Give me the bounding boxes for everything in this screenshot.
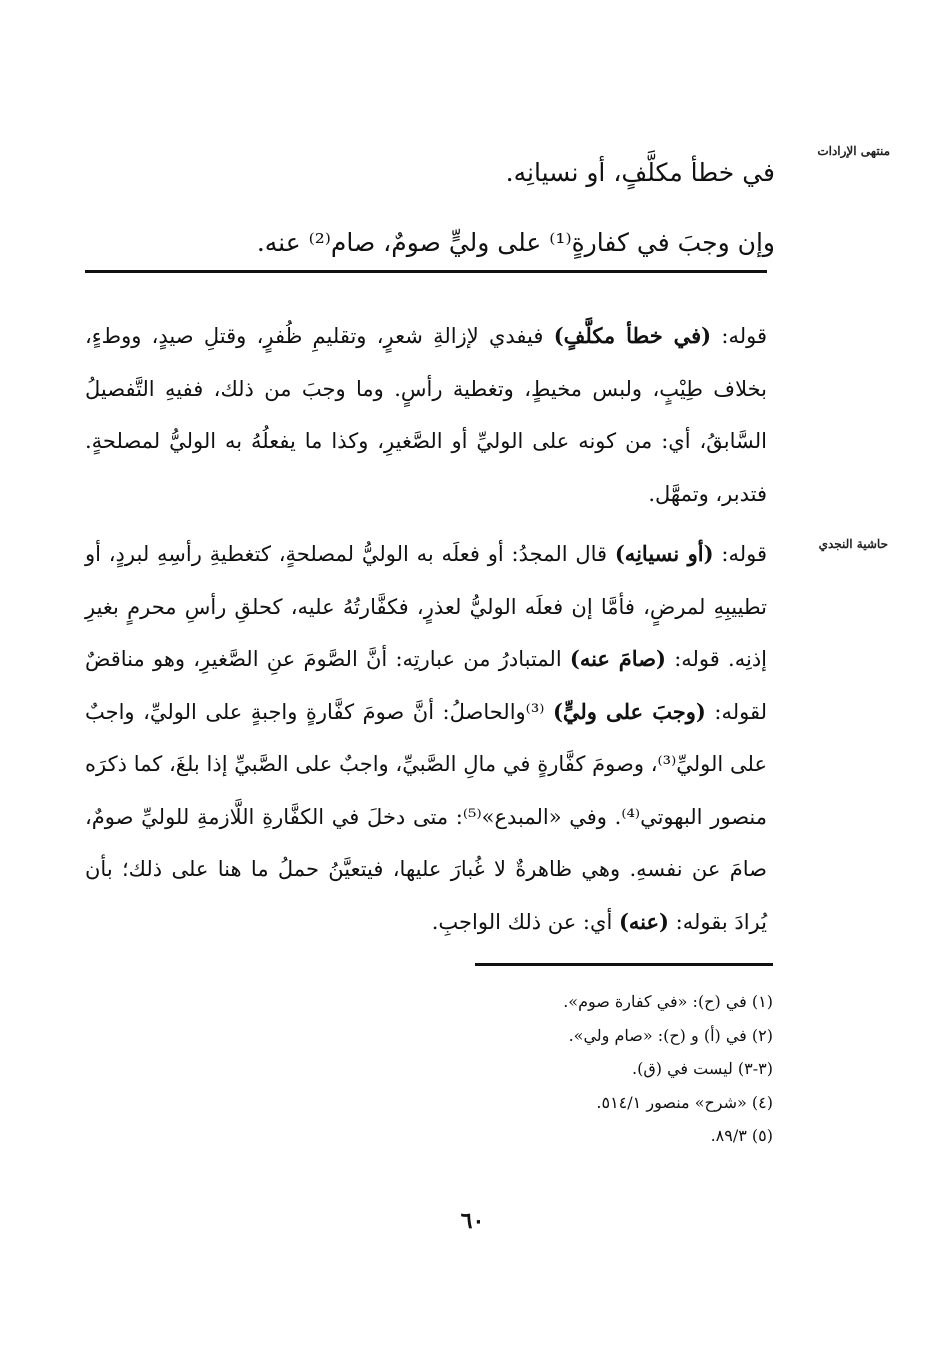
footnote-5: (٥) ٨٩/٣. [710, 1126, 773, 1145]
commentary-body: المتبادرُ من عبارتِه: أنَّ الصَّومَ عنِ الصَّغيرِ، وهو مناقضٌ لقوله: [85, 647, 767, 724]
quoted-phrase: (صامَ عنه) [569, 646, 666, 671]
matn-text [190, 138, 775, 278]
commentary-body: قال المجدُ: أو فعلَه به الوليُّ لمصلحةٍ، كتغطيةِ رأسِهِ لبردٍ، أو تطييبِهِ لمرضٍ، فأمَّا إن فعلَه الوليُّ لعذرٍ، فكفَّارتُهُ عليه، كحلقِ رأسِ محرمٍ بغيرِ إذنِه. قوله: [85, 542, 768, 671]
commentary-body: ⁽³⁾والحاصلُ: أنَّ صومَ كفَّارةٍ واجبةٍ على الوليِّ، واجبٌ على الوليِّ⁽³⁾، وصومَ كفَّارةٍ في مالِ الصَّبيِّ، واجبٌ على الصَّبيِّ إذا بلغَ، كما ذكرَه منصور البهوتي⁽⁴⁾. وفي «المبدع»⁽⁵⁾: متى دخلَ في الكفَّارةِ اللَّازمةِ للوليِّ صومٌ، صامَ عن نفسهِ. وهي ظاهرةٌ لا غُبارَ عليها، فيتعيَّنُ حملُ ما هنا على ذلك؛ بأن يُرادَ بقوله: [85, 699, 768, 934]
quoted-phrase: (وجبَ على وليٍّ) [552, 698, 706, 724]
footnote-4: (٤) «شرح» منصور ٥١٤/١. [596, 1092, 773, 1112]
side-label-matn: منتهى الإرادات [817, 144, 890, 158]
matn-line-2: وإن وجبَ في كفارةٍ⁽¹⁾ على وليٍّ صومٌ، صام⁽²⁾ عنه. [256, 228, 775, 257]
matn-line-1: في خطأ مكلَّفٍ، أو نسيانِه. [505, 158, 775, 187]
commentary-paragraph-2 [85, 528, 767, 948]
footnote-3: (٣-٣) ليست في (ق). [632, 1059, 773, 1078]
quoted-phrase: (في خطأ مكلَّفٍ) [553, 323, 712, 348]
quoted-phrase: (أو نسيانِه) [614, 541, 714, 566]
commentary-body: أي: عن ذلك الواجبِ. [431, 909, 619, 934]
separator-rule [85, 270, 767, 273]
footnote-2: (٢) في (أ) و (ح): «صام ولي». [568, 1025, 773, 1045]
commentary-paragraph-1 [85, 310, 767, 520]
footnote-1: (١) في (ح): «في كفارة صوم». [563, 992, 773, 1011]
commentary-intro: قوله: [711, 324, 767, 348]
commentary-intro: قوله: [713, 542, 768, 566]
commentary-text [85, 310, 767, 948]
footnotes [400, 985, 773, 1153]
quoted-phrase: (عنه) [618, 908, 669, 934]
page-number: ٦٠ [460, 1208, 485, 1234]
side-label-hashiya: حاشية النجدي [818, 537, 888, 551]
commentary-body: فيفدي لإزالةِ شعرٍ، وتقليمِ ظُفرٍ، وقتلِ صيدٍ، ووطءٍ، بخلاف طِيْبٍ، ولبس مخيطٍ، وتغطية رأسٍ. وما وجبَ من ذلك، ففيهِ التَّفصيلُ السَّابقُ، أي: من كونه على الوليِّ أو الصَّغيرِ، وكذا ما يفعلُهُ به الوليُّ لمصلحةٍ. فتدبر، وتمهَّل. [85, 324, 767, 506]
footnote-rule [475, 963, 773, 966]
